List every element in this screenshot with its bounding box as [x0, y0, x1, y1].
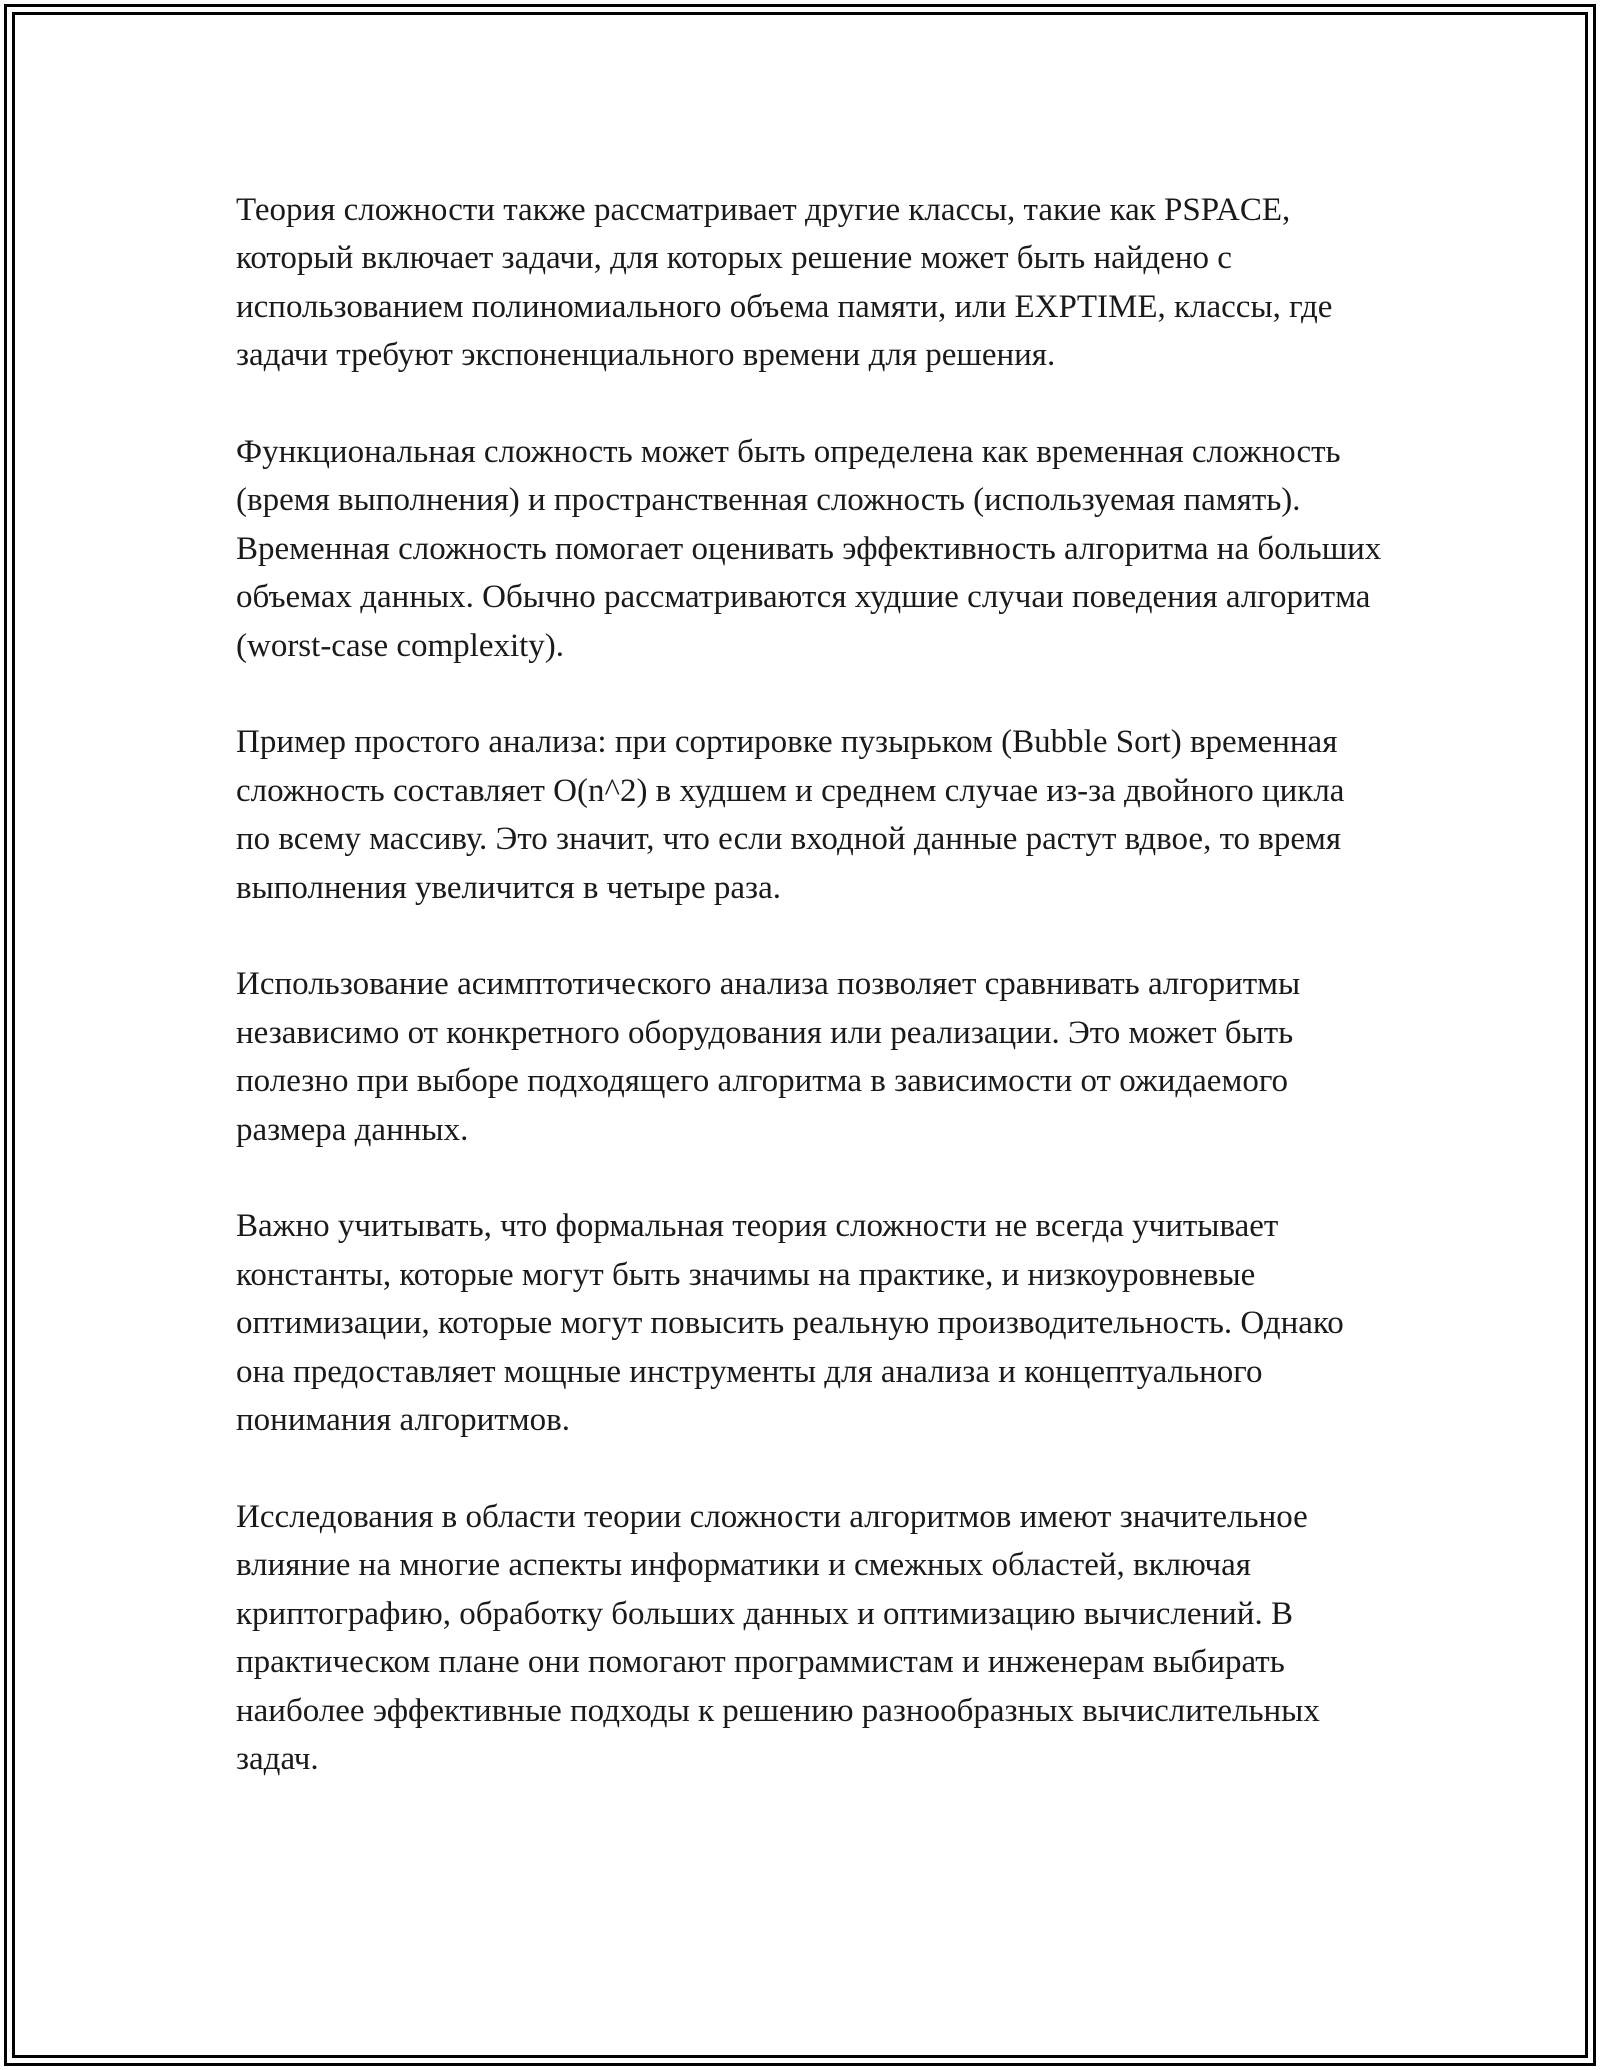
- paragraph-research-impact: Исследования в области теории сложности алгоритмов имеют значительное влияние на многие аспекты информатики и смежных областей, включая криптографию, обработку больших данных и оптимизацию вычислений. В практическом плане они помогают программистам и инженерам выбирать наиболее эффективные подходы к решению разнообразных вычислительных задач.: [236, 1498, 1320, 1777]
- paragraph-complexity-classes: Теория сложности также рассматривает другие классы, такие как PSPACE, который включает задачи, для которых решение может быть найдено с использованием полиномиального объема памяти, или EXPTIME, классы, где задачи требуют экспоненциального времени для решения.: [236, 192, 1333, 374]
- paragraph-functional-complexity: Функциональная сложность может быть определена как временная сложность (время выполнения) и пространственная сложность (используемая память). Временная сложность помогает оценивать эффективность алгоритма на больших объемах данных. Обычно рассматриваются худшие случаи поведения алгоритма (worst-case complexity).: [236, 434, 1382, 664]
- paragraph-asymptotic-analysis: Использование асимптотического анализа позволяет сравнивать алгоритмы независимо от конкретного оборудования или реализации. Это может быть полезно при выборе подходящего алгоритма в зависимости от ожидаемого размера данных.: [236, 966, 1301, 1148]
- paragraph-constants-note: Важно учитывать, что формальная теория сложности не всегда учитывает константы, которые могут быть значимы на практике, и низкоуровневые оптимизации, которые могут повысить реальную производительность. Однако она предоставляет мощные инструменты для анализа и концептуального понимания алгоритмов.: [236, 1208, 1344, 1439]
- document-body: [236, 186, 1386, 1783]
- paragraph-bubble-sort-example: Пример простого анализа: при сортировке пузырьком (Bubble Sort) временная сложность составляет O(n^2) в худшем и среднем случае из-за двойного цикла по всему массиву. Это значит, что если входной данные растут вдвое, то время выполнения увеличится в четыре раза.: [236, 724, 1345, 906]
